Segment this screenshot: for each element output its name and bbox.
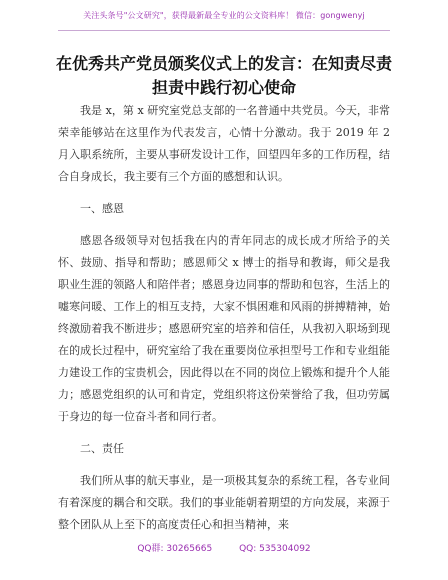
footer-qq-group: QQ群: 30265665	[137, 544, 213, 554]
responsibility-paragraph: 我们所从事的航天事业，是一项极其复杂的系统工程，各专业间有着深度的耦合和交联。我们的事业能朝着期望的方向发展，来源于整个团队从上至下的高度责任心和担当精神，来	[58, 474, 390, 531]
footer-qq: QQ: 535304092	[239, 544, 311, 554]
footer-contact	[0, 541, 448, 554]
gratitude-paragraph: 感恩各级领导对包括我在内的青年同志的成长成才所给予的关怀、鼓励、指导和帮助；感恩师父 x 博士的指导和教诲，师父是我职业生涯的领路人和陪伴者；感恩身边同事的帮助和包容，生活上的嘘寒问暖、工作上的相互支持，大家不惧困难和风雨的拼搏精神，始终激励着我不断进步；感恩研究室的培养和信任，从我初入职场到现在的成长过程中，研究室给了我在重要岗位承担型号工作和专业组能力建设工作的宝贵机会，因此得以在不同的岗位上锻炼和提升个人能力；感恩党组织的认可和肯定，党组织将这份荣誉给了我，但功劳属于身边的每一位奋斗者和同行者。	[58, 234, 390, 423]
section-heading-responsibility: 二、责任	[80, 442, 124, 455]
document-body	[58, 100, 390, 546]
section-heading-gratitude: 一、感恩	[80, 202, 124, 215]
header-divider	[58, 30, 390, 31]
header-promo-note: 关注头条号"公文研究"，获得最新最全专业的公文资料库！ 微信：gongwenyj	[83, 11, 365, 20]
intro-paragraph: 我是 x，第 x 研究室党总支部的一名普通中共党员。今天，非常荣幸能够站在这里作为代表发言，心情十分激动。我于 2019 年 2 月入职系统所，主要从事研发设计工作，回望四年多的工作历程，结合自身成长，我主要有三个方面的感想和认识。	[58, 104, 390, 183]
document-title: 在优秀共产党员颁奖仪式上的发言：在知责尽责担责中践行初心使命	[55, 54, 392, 97]
